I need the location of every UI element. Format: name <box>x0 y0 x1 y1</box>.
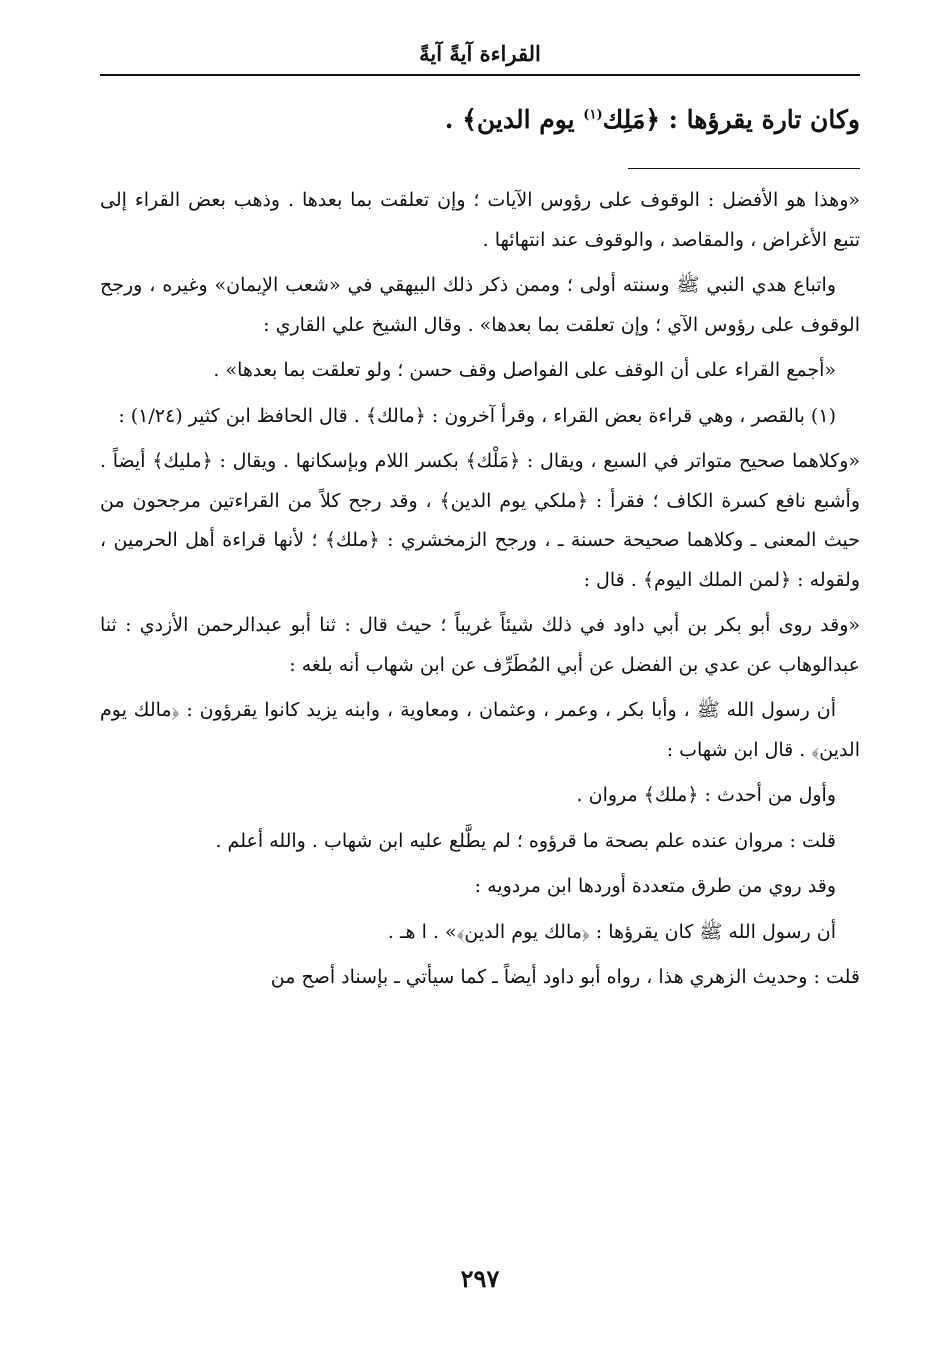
footnote-paragraph: قلت : وحديث الزهري هذا ، رواه أبو داود أيضاً ـ كما سيأتي ـ بإسناد أصح من <box>270 966 860 988</box>
footnote-paragraph: أن رسول الله ﷺ كان يقرؤها : ﴿مالك يوم الدين﴾» . ا هـ . <box>387 920 836 943</box>
footnote-divider <box>628 168 860 169</box>
footnote-paragraph: وأول من أحدث : ﴿ملك﴾ مروان . <box>576 784 836 806</box>
footnote-paragraph: «أجمع القراء على أن الوقف على الفواصل وقف حسن ؛ ولو تعلقت بما بعدها» . <box>213 359 836 381</box>
running-header: القراءة آيةً آيةً <box>419 41 541 66</box>
footnote-reference: (١) <box>583 107 603 123</box>
main-text <box>100 98 860 142</box>
book-page <box>100 38 860 1318</box>
main-text-part2: يوم الدين﴾ . <box>444 105 584 134</box>
footnote-paragraph: أن رسول الله ﷺ ، وأبا بكر ، وعمر ، وعثمان ، ومعاوية ، وابنه يزيد كانوا يقرؤون : ﴿مالك يوم الدين﴾ . قال ابن شهاب : <box>100 699 860 761</box>
footnote-paragraph: واتباع هدي النبي ﷺ وسنته أولى ؛ وممن ذكر ذلك البيهقي في «شعب الإيمان» وغيره ، ورجح الوقوف على رؤوس الآي ؛ وإن تعلقت بما بعدها» . وقال الشيخ علي القاري : <box>100 274 860 336</box>
footnote-paragraph: قلت : مروان عنده علم بصحة ما قرؤوه ؛ لم يطَّلع عليه ابن شهاب . والله أعلم . <box>215 829 836 852</box>
footnote-paragraph: «وهذا هو الأفضل : الوقوف على رؤوس الآيات ؛ وإن تعلقت بما بعدها . وذهب بعض القراء إلى تتبع الأغراض ، والمقاصد ، والوقوف عند انتهائها . <box>100 189 860 251</box>
page-number: ٢٩٧ <box>460 1264 500 1293</box>
footnote-paragraph: «وكلاهما صحيح متواتر في السبع ، ويقال : ﴿مَلْك﴾ بكسر اللام وبإسكانها . ويقال : ﴿مليك﴾ أيضاً . وأشبع نافع كسرة الكاف ؛ فقرأ : ﴿ملكي يوم الدين﴾ ، وقد رجح كلاً من القراءتين مرجحون من حيث المعنى ـ وكلاهما صحيحة حسنة ـ ، ورجح الزمخشري : ﴿ملك﴾ ؛ لأنها قراءة أهل الحرمين ، ولقوله : ﴿لمن الملك اليوم﴾ . قال : <box>100 450 860 591</box>
footnote-paragraph: «وقد روى أبو بكر بن أبي داود في ذلك شيئاً غريباً ؛ حيث قال : ثنا أبو عبدالرحمن الأزدي : ثنا عبدالوهاب عن عدي بن الفضل عن أبي المُطَرِّف عن ابن شهاب أنه بلغه : <box>100 614 860 676</box>
header-divider <box>100 74 860 76</box>
main-text-part1: وكان تارة يقرؤها : ﴿مَلِك <box>602 105 860 134</box>
footnote-paragraph: وقد روي من طرق متعددة أوردها ابن مردويه : <box>474 875 836 897</box>
footnote-paragraph: (١) بالقصر ، وهي قراءة بعض القراء ، وقرأ آخرون : ﴿مالك﴾ . قال الحافظ ابن كثير (١/٢٤) : <box>118 404 836 427</box>
footnotes <box>100 181 860 998</box>
